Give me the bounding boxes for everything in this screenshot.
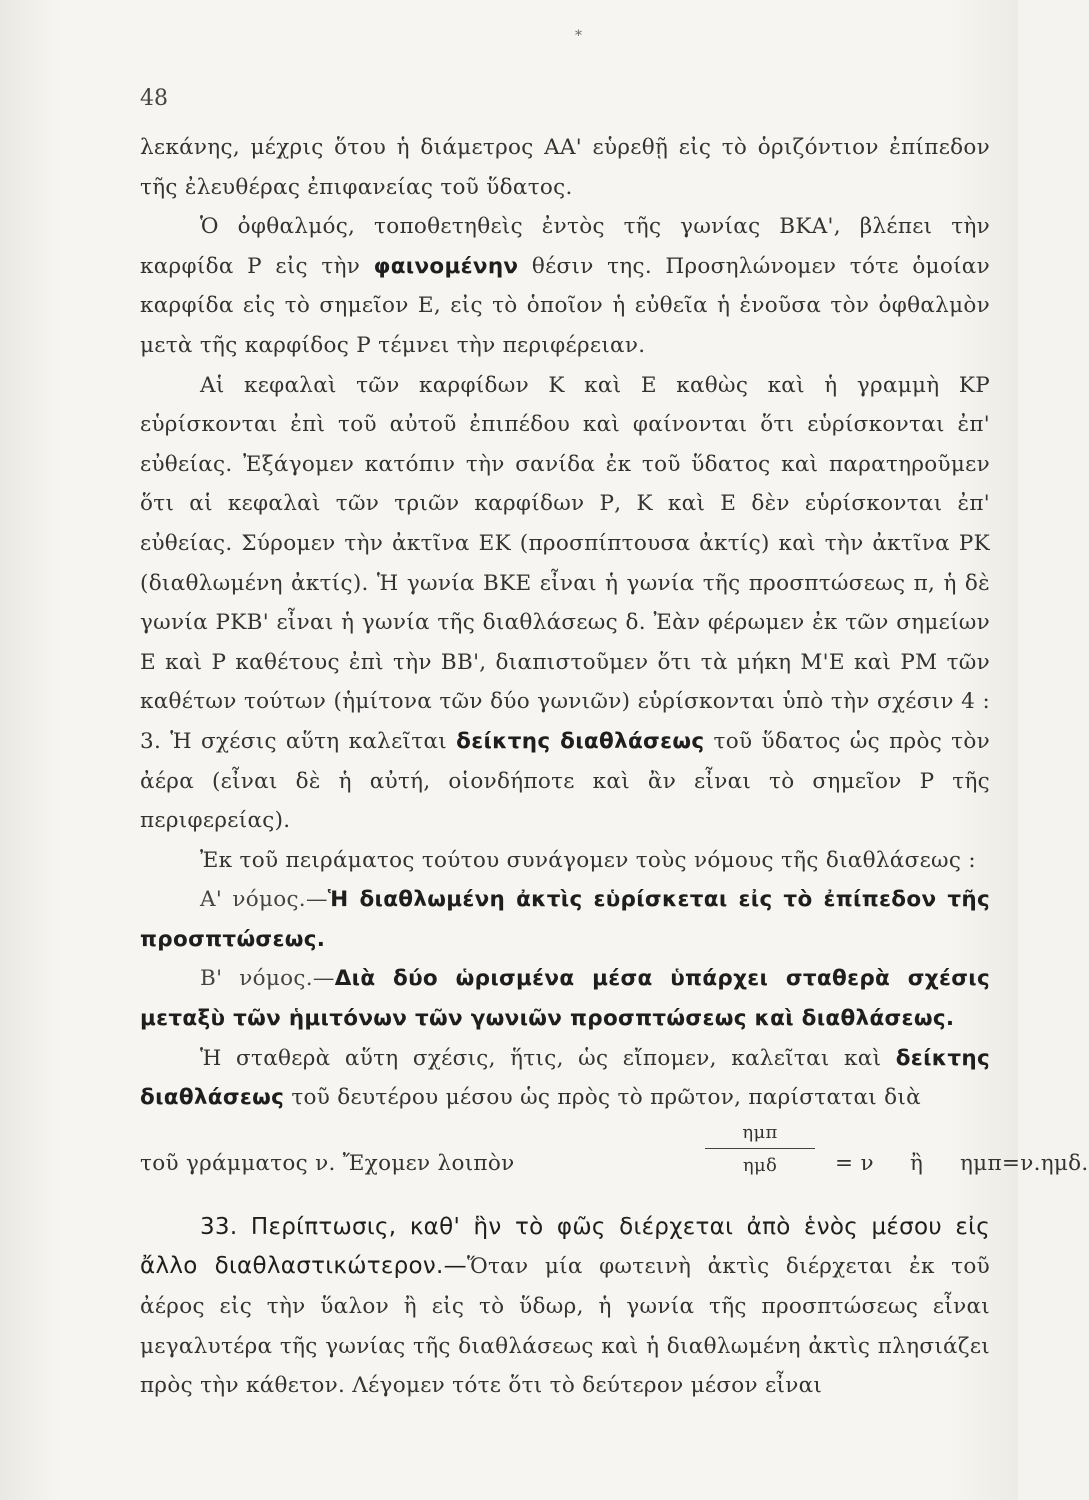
fraction-denominator: ημδ bbox=[742, 1154, 778, 1176]
emphasis-refractive-index-2: δείκτης διαθλάσεως bbox=[140, 1045, 990, 1111]
section-33 bbox=[140, 1208, 990, 1406]
formula-intro: τοῦ γράμματος ν. Ἔχομεν λοιπὸν bbox=[140, 1150, 515, 1176]
paragraph-2: Ὁ ὀφθαλμός, τοποθετηθεὶς ἐντὸς τῆς γωνίας ΒΚΑ', βλέπει τὴν καρφίδα Ρ εἰς τὴν φαινομένην θέσιν της. Προσηλώνομεν τότε ὁμοίαν καρφίδα εἰς τὸ σημεῖον Ε, εἰς τὸ ὁποῖον ἡ εὐθεῖα ἡ ἑνοῦσα τὸν ὀφθαλμὸν μετὰ τῆς καρφίδος Ρ τέμνει τὴν περιφέρειαν. bbox=[140, 214, 990, 358]
section-heading: 33. Περίπτωσις, καθ' ἣν τὸ φῶς διέρχεται ἀπὸ ἑνὸς μέσου εἰς ἄλλο διαθλαστικώτερον.— bbox=[140, 1213, 990, 1280]
stray-mark: * bbox=[575, 28, 582, 44]
formula-fraction bbox=[725, 1122, 795, 1177]
law-2-text: Διὰ δύο ὡρισμένα μέσα ὑπάρχει σταθερὰ σχέσις μεταξὺ τῶν ἡμιτόνων τῶν γωνιῶν προσπτώσεως καὶ διαθλάσεως. bbox=[140, 966, 990, 1032]
paragraph-1: λεκάνης, μέχρις ὅτου ἡ διάμετρος ΑΑ' εὑρεθῇ εἰς τὸ ὁριζόντιον ἐπίπεδον τῆς ἐλευθέρας ἐπιφανείας τοῦ ὕδατος. bbox=[140, 135, 990, 200]
formula-line bbox=[140, 1121, 1089, 1208]
law-1 bbox=[140, 880, 990, 959]
emphasis-refractive-index: δείκτης διαθλάσεως bbox=[456, 728, 705, 754]
formula-alternative: ημπ=ν.ημδ. bbox=[960, 1150, 1089, 1176]
fraction-numerator: ημπ bbox=[742, 1121, 778, 1143]
law-2 bbox=[140, 959, 990, 1038]
law-1-label: Α' νόμος.— bbox=[200, 887, 328, 913]
page-number: 48 bbox=[140, 86, 168, 111]
formula-or: ἢ bbox=[910, 1150, 924, 1176]
section-text: Ὅταν μία φωτεινὴ ἀκτὶς διέρχεται ἐκ τοῦ ἀέρος εἰς τὴν ὕαλον ἢ εἰς τὸ ὕδωρ, ἡ γωνία τῆς προσπτώσεως εἶναι μεγαλυτέρα τῆς γωνίας τῆς διαθλάσεως καὶ ἡ διαθλωμένη ἀκτὶς πλησιάζει πρὸς τὴν κάθετον. Λέγομεν τότε ὅτι τὸ δεύτερον μέσον εἶναι bbox=[140, 1254, 990, 1399]
law-2-label: Β' νόμος.— bbox=[200, 966, 335, 992]
emphasis-apparent: φαινομένην bbox=[373, 253, 519, 279]
body-text bbox=[140, 128, 1089, 1406]
paragraph-4: Ἐκ τοῦ πειράματος τούτου συνάγομεν τοὺς νόμους τῆς διαθλάσεως : bbox=[200, 847, 976, 873]
formula-equals: = ν bbox=[835, 1150, 874, 1176]
paragraph-5: Ἡ σταθερὰ αὕτη σχέσις, ἥτις, ὡς εἴπομεν, καλεῖται καὶ δείκτης διαθλάσεως τοῦ δευτέρου μέσου ὡς πρὸς τὸ πρῶτον, παρίσταται διὰ bbox=[140, 1045, 990, 1111]
law-1-text: Ἡ διαθλωμένη ἀκτὶς εὑρίσκεται εἰς τὸ ἐπίπεδον τῆς προσπτώσεως. bbox=[140, 887, 991, 952]
paragraph-3: Αἱ κεφαλαὶ τῶν καρφίδων Κ καὶ Ε καθὼς καὶ ἡ γραμμὴ ΚΡ εὑρίσκονται ἐπὶ τοῦ αὐτοῦ ἐπιπέδου καὶ φαίνονται ὅτι εὑρίσκονται ἐπ' εὐθείας. Ἐξάγομεν κατόπιν τὴν σανίδα ἐκ τοῦ ὕδατος καὶ παρατηροῦμεν ὅτι αἱ κεφαλαὶ τῶν τριῶν καρφίδων Ρ, Κ καὶ Ε δὲν εὑρίσκονται ἐπ' εὐθείας. Σύρομεν τὴν ἀκτῖνα ΕΚ (προσπίπτουσα ἀκτίς) καὶ τὴν ἀκτῖνα ΡΚ (διαθλωμένη ἀκτίς). Ἡ γωνία ΒΚΕ εἶναι ἡ γωνία τῆς προσπτώσεως π, ἡ δὲ γωνία ΡΚΒ' εἶναι ἡ γωνία τῆς διαθλάσεως δ. Ἐὰν φέρωμεν ἐκ τῶν σημείων Ε καὶ Ρ καθέτους ἐπὶ τὴν ΒΒ', διαπιστοῦμεν ὅτι τὰ μήκη Μ'Ε καὶ ΡΜ τῶν καθέτων τούτων (ἡμίτονα τῶν δύο γωνιῶν) εὑρίσκονται ὑπὸ τὴν σχέσιν 4 : 3. Ἡ σχέσις αὕτη καλεῖται δείκτης διαθλάσεως τοῦ ὕδατος ὡς πρὸς τὸν ἀέρα (εἶναι δὲ ἡ αὐτή, οἱονδήποτε καὶ ἂν εἶναι τὸ σημεῖον Ρ τῆς περιφερείας). bbox=[140, 372, 990, 834]
